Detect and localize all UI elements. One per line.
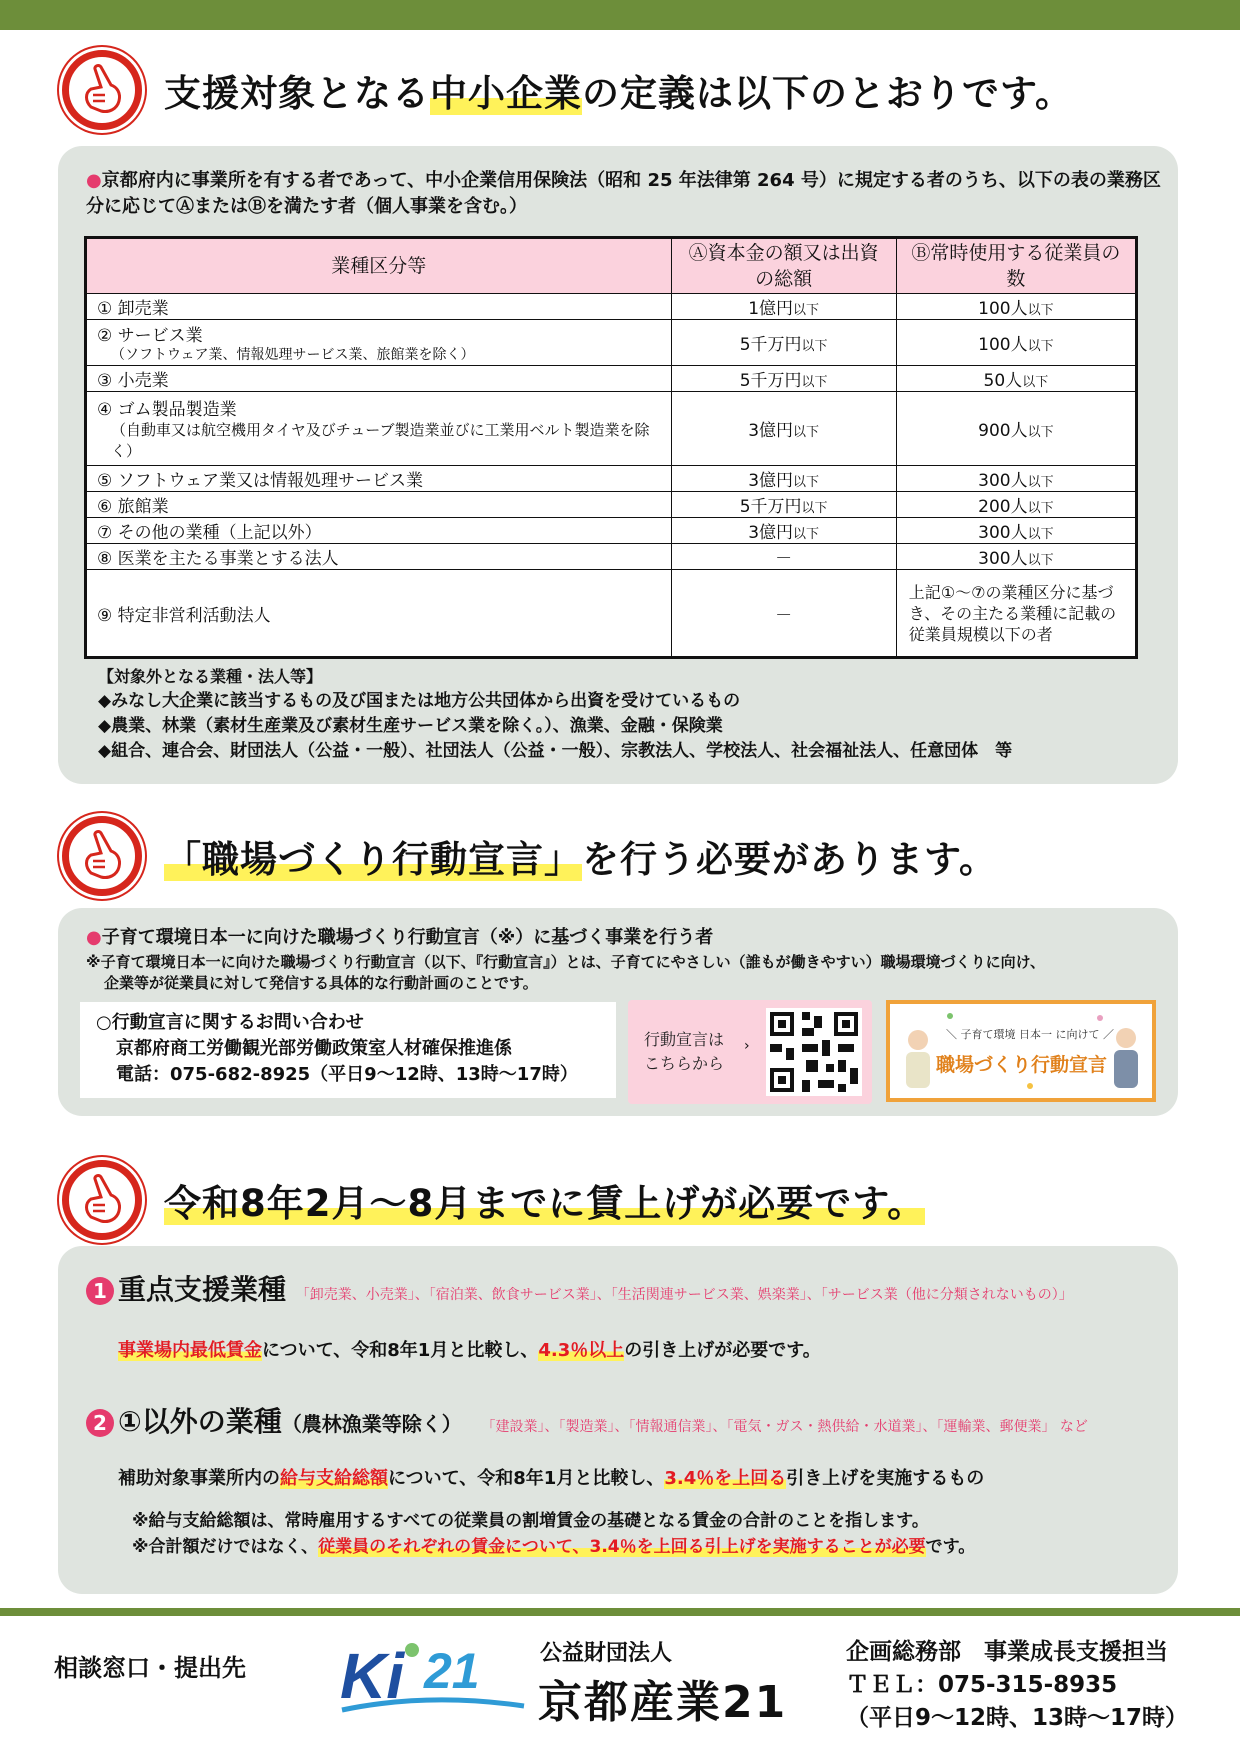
- industry-cell: ④ ゴム製品製造業 （自動車又は航空機用タイヤ及びチューブ製造業並びに工業用ベルト製造業を除く）: [86, 392, 672, 466]
- capital-cell: 5千万円以下: [671, 492, 896, 518]
- item1-heading: 1 重点支援業種 「卸売業、小売業」、「宿泊業、飲食サービス業」、「生活関連サービス業、娯楽業」、「サービス業（他に分類されないもの）」: [86, 1268, 1073, 1308]
- exclusion-item: ◆みなし大企業に該当するもの及び国または地方公共団体から出資を受けているもの: [98, 691, 741, 711]
- employees-cell: 200人以下: [896, 492, 1136, 518]
- consultation-label: 相談窓口・提出先: [54, 1654, 246, 1682]
- table-header: 業種区分等: [86, 238, 672, 294]
- table-row: [86, 294, 1137, 320]
- org-name: 京都産業21: [538, 1677, 788, 1728]
- svg-text:Ki: Ki: [340, 1640, 404, 1712]
- capital-cell: －: [671, 544, 896, 570]
- org-type: 公益財団法人: [540, 1641, 673, 1666]
- section3-heading: [62, 1160, 925, 1240]
- item2-types: 「建設業」、「製造業」、「情報通信業」、「電気・ガス・熱供給・水道業」、「運輸業、郵便業」 など: [481, 1419, 1088, 1435]
- note: ※給与支給総額は、常時雇用するすべての従業員の割増賃金の基礎となる賃金の合計のことを指します。: [132, 1511, 929, 1531]
- table-row: [86, 518, 1137, 544]
- section3-title: 令和8年2月～8月までに賃上げが必要です。: [164, 1182, 926, 1225]
- industry-cell: ⑧ 医業を主たる事業とする法人: [86, 544, 672, 570]
- table-row: [86, 544, 1137, 570]
- business-size-table: [84, 236, 1138, 659]
- banner-tagline: ＼ 子育て環境 日本一 に向けて ／: [946, 1028, 1114, 1041]
- capital-cell: 3億円以下: [671, 392, 896, 466]
- declaration-note: ※子育て環境日本一に向けた職場づくり行動宣言（以下、『行動宣言』）とは、子育てにやさしい（誰もが働きやすい）職場環境づくりに向け、 企業等が従業員に対して発信する具体的な行動計画のことです。: [86, 953, 1045, 992]
- qr-link-box[interactable]: [628, 1000, 872, 1104]
- employees-cell: 50人以下: [896, 366, 1136, 392]
- table-row: [86, 570, 1137, 658]
- svg-text:21: 21: [424, 1643, 480, 1699]
- wage-panel: [58, 1246, 1178, 1594]
- table-row: [86, 466, 1137, 492]
- contact-org: 京都府商工労働観光部労働政策室人材確保推進係: [116, 1038, 512, 1059]
- item2-heading: 2 ①以外の業種（農林漁業等除く） 「建設業」、「製造業」、「情報通信業」、「電気・ガス・熱供給・水道業」、「運輸業、郵便業」 など: [86, 1400, 1088, 1440]
- employees-cell: 300人以下: [896, 466, 1136, 492]
- office-hours: （平日9～12時、13時～17時）: [846, 1705, 1189, 1731]
- bottom-accent-bar: [0, 1608, 1240, 1616]
- capital-cell: 5千万円以下: [671, 366, 896, 392]
- industry-cell: ① 卸売業: [86, 294, 672, 320]
- qr-code[interactable]: [766, 1008, 862, 1096]
- employees-cell: 900人以下: [896, 392, 1136, 466]
- contact-title: ○行動宣言に関するお問い合わせ: [96, 1012, 364, 1033]
- table-header-row: [86, 238, 1137, 294]
- table-header: Ⓐ資本金の額又は出資の総額: [671, 238, 896, 294]
- table-row: [86, 392, 1137, 466]
- capital-cell: －: [671, 570, 896, 658]
- industry-cell: ⑤ ソフトウェア業又は情報処理サービス業: [86, 466, 672, 492]
- declaration-lead: ●子育て環境日本一に向けた職場づくり行動宣言（※）に基づく事業を行う者: [86, 927, 714, 948]
- section1-heading: [62, 50, 1073, 130]
- employees-cell: 100人以下: [896, 294, 1136, 320]
- declaration-banner: [886, 1000, 1156, 1102]
- section2-heading: [62, 816, 997, 896]
- department: 企画総務部 事業成長支援担当: [846, 1639, 1168, 1665]
- contact-box: [80, 1002, 616, 1098]
- section1-title: 支援対象となる中小企業の定義は以下のとおりです。: [164, 72, 1074, 115]
- exclusion-item: ◆組合、連合会、財団法人（公益・一般）、社団法人（公益・一般）、宗教法人、学校法人、社会福祉法人、任意団体 等: [98, 741, 1013, 761]
- industry-cell: ⑨ 特定非営利活動法人: [86, 570, 672, 658]
- item2-body: 補助対象事業所内の給与支給総額について、令和8年1月と比較し、3.4％を上回る引き上げを実施するもの: [118, 1468, 985, 1489]
- footer-contact: [846, 1636, 1188, 1735]
- industry-cell: ③ 小売業: [86, 366, 672, 392]
- employees-cell: 300人以下: [896, 544, 1136, 570]
- declaration-panel: [58, 908, 1178, 1116]
- table-header: Ⓑ常時使用する従業員の数: [896, 238, 1136, 294]
- exclusions-title: 【対象外となる業種・法人等】: [98, 667, 323, 686]
- section2-title: 「職場づくり行動宣言」を行う必要があります。: [164, 838, 998, 881]
- exclusions-list: [98, 664, 1012, 764]
- table-row: [86, 492, 1137, 518]
- item1-body: 事業場内最低賃金について、令和8年1月と比較し、4.3％以上の引き上げが必要です。: [118, 1340, 821, 1361]
- item2-notes: [132, 1508, 975, 1560]
- chevron-right-icon: ›: [744, 1038, 750, 1054]
- employees-cell: 100人以下: [896, 320, 1136, 366]
- number-badge: 2: [86, 1409, 114, 1437]
- exclusion-item: ◆農業、林業（素材生産業及び素材生産サービス業を除く。）、漁業、金融・保険業: [98, 716, 723, 736]
- employees-cell: 300人以下: [896, 518, 1136, 544]
- definition-panel: [58, 146, 1178, 784]
- employees-cell: 上記①～⑦の業種区分に基づき、その主たる業種に記載の従業員規模以下の者: [896, 570, 1136, 658]
- pointing-hand-icon: [62, 50, 142, 130]
- definition-lead: ●京都府内に事業所を有する者であって、中小企業信用保険法（昭和 25 年法律第 264 号）に規定する者のうち、以下の表の業務区分に応じてⒶまたはⒷを満たす者（個人事業を含む。）: [86, 170, 1161, 217]
- banner-title: 職場づくり行動宣言: [936, 1054, 1108, 1076]
- ki21-logo: [338, 1636, 528, 1720]
- table-row: [86, 320, 1137, 366]
- number-badge: 1: [86, 1277, 114, 1305]
- industry-cell: ② サービス業 （ソフトウェア業、情報処理サービス業、旅館業を除く）: [86, 320, 672, 366]
- industry-cell: ⑦ その他の業種（上記以外）: [86, 518, 672, 544]
- industry-cell: ⑥ 旅館業: [86, 492, 672, 518]
- capital-cell: 5千万円以下: [671, 320, 896, 366]
- contact-tel: 電話：075-682-8925（平日9～12時、13時～17時）: [116, 1064, 578, 1085]
- qr-label: 行動宣言は こちらから: [644, 1030, 725, 1073]
- top-accent-bar: [0, 0, 1240, 30]
- capital-cell: 3億円以下: [671, 518, 896, 544]
- capital-cell: 3億円以下: [671, 466, 896, 492]
- telephone: ＴＥＬ：075-315-8935: [846, 1672, 1118, 1698]
- capital-cell: 1億円以下: [671, 294, 896, 320]
- table-row: [86, 366, 1137, 392]
- pointing-hand-icon: [62, 1160, 142, 1240]
- note: ※合計額だけではなく、従業員のそれぞれの賃金について、3.4％を上回る引上げを実施することが必要です。: [132, 1537, 976, 1557]
- item1-types: 「卸売業、小売業」、「宿泊業、飲食サービス業」、「生活関連サービス業、娯楽業」、「サービス業（他に分類されないもの）」: [295, 1287, 1073, 1303]
- pointing-hand-icon: [62, 816, 142, 896]
